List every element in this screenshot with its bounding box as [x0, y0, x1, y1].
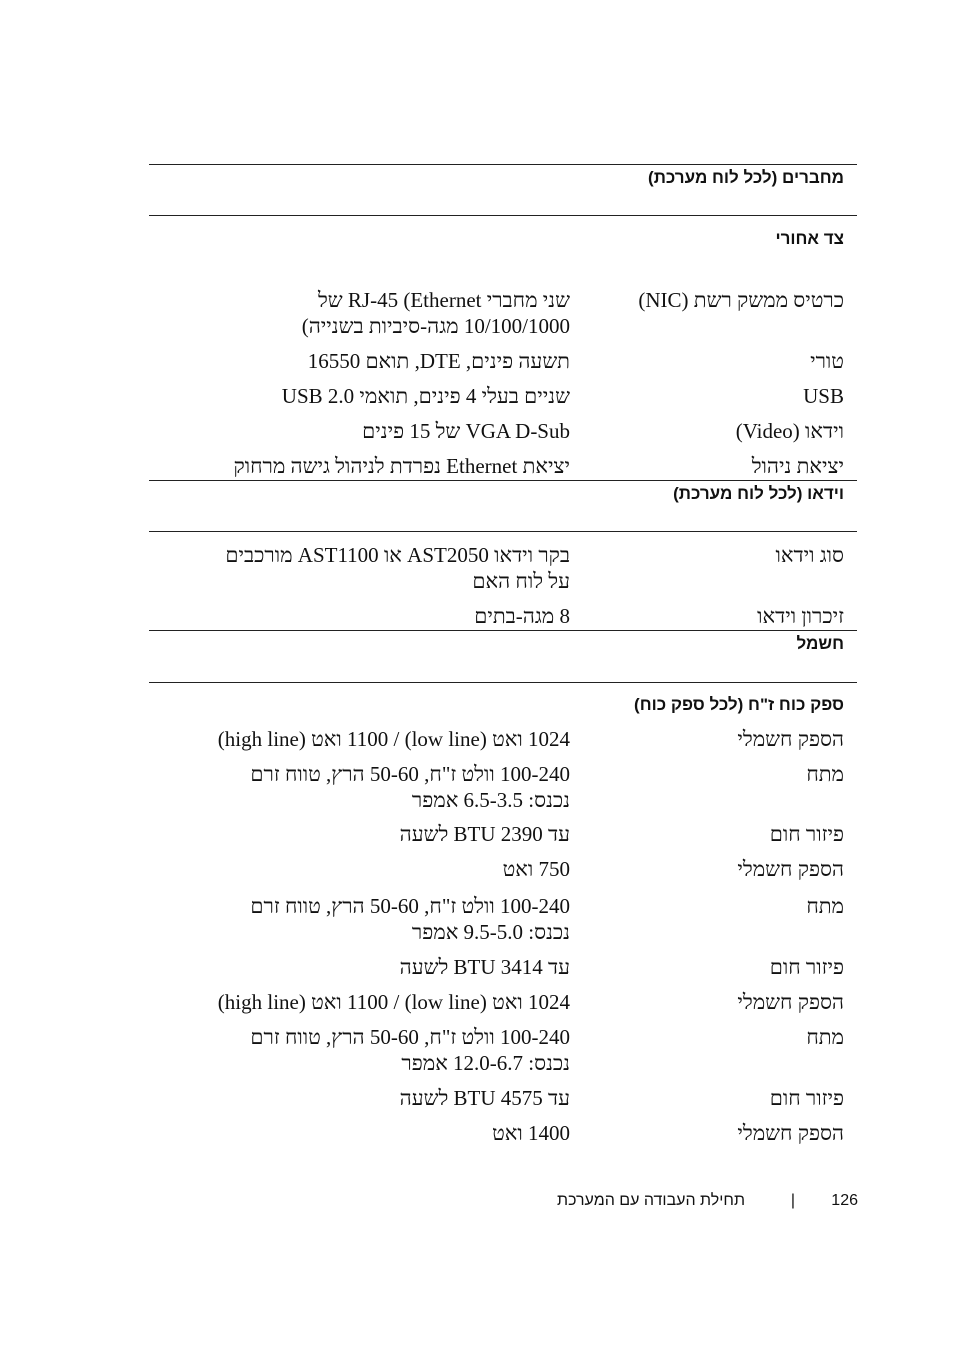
- page-number: 126: [831, 1192, 858, 1209]
- rule-video-top: [149, 480, 857, 481]
- rule-power-top: [149, 630, 857, 631]
- rule-top: [149, 164, 857, 165]
- spec-value: שני מחברי RJ-45 (Ethernet של 10/100/1000 מגה-סיביות בשנייה): [301, 288, 570, 338]
- spec-value: 100-240 וולט ז"ח, 50-60 הרץ, טווח זרם נכנס: 9.5-5.0 אמפר: [250, 894, 570, 944]
- spec-value: עד 2390 BTU לשעה: [399, 822, 570, 846]
- spec-value: יציאת Ethernet נפרדת לניהול גישה מרחוק: [233, 454, 570, 478]
- spec-value: בקר וידאו AST2050 או AST1100 מורכבים על לוח האם: [225, 543, 570, 593]
- spec-label: הספק חשמלי: [737, 990, 844, 1014]
- spec-label: פיזור חום: [769, 955, 844, 979]
- spec-label: וידאו (Video): [735, 419, 844, 443]
- spec-value: 100-240 וולט ז"ח, 50-60 הרץ, טווח זרם נכנס: 12.0-6.7 אמפר: [250, 1025, 570, 1075]
- spec-label: פיזור חום: [769, 822, 844, 846]
- rule-connectors-bottom: [149, 215, 857, 216]
- rule-power-bottom: [149, 682, 857, 683]
- spec-value: 750 ואט: [502, 857, 570, 881]
- spec-value: 8 מגה-בתים: [474, 604, 570, 628]
- spec-label: טורי: [810, 349, 844, 373]
- subsection-psu-heading: ספק כוח ז"ח (לכל ספק כוח): [634, 695, 844, 714]
- spec-value: VGA D-Sub של 15 פינים: [362, 419, 570, 443]
- section-video-heading: וידאו (לכל לוח מערכת): [673, 484, 844, 503]
- spec-label: הספק חשמלי: [737, 1121, 844, 1145]
- spec-value: עד 4575 BTU לשעה: [399, 1086, 570, 1110]
- spec-value: 1024 ואט (low line) / 1100 ואט (high line): [217, 727, 570, 751]
- spec-label: זיכרון וידאו: [757, 604, 844, 628]
- spec-value: שניים בעלי 4 פינים, תואמי USB 2.0: [281, 384, 570, 408]
- spec-value: 1024 ואט (low line) / 1100 ואט (high line): [217, 990, 570, 1014]
- spec-value: תשעה פינים, DTE, תואם 16550: [307, 349, 570, 373]
- spec-label: פיזור חום: [769, 1086, 844, 1110]
- spec-label: כרטיס ממשק רשת (NIC): [638, 288, 844, 312]
- spec-value: 1400 ואט: [492, 1121, 570, 1145]
- spec-value: עד 3414 BTU לשעה: [399, 955, 570, 979]
- spec-label: מתח: [806, 894, 844, 918]
- spec-value: 100-240 וולט ז"ח, 50-60 הרץ, טווח זרם נכנס: 6.5-3.5 אמפר: [250, 762, 570, 812]
- section-power-heading: חשמל: [796, 634, 844, 653]
- footer-chapter-title: תחילת העבודה עם המערכת: [557, 1192, 745, 1209]
- subsection-rear-heading: צד אחורי: [775, 229, 844, 248]
- spec-label: USB: [803, 384, 844, 408]
- spec-label: יציאת ניהול: [751, 454, 844, 478]
- section-connectors-heading: מחברים (לכל לוח מערכת): [648, 168, 844, 187]
- spec-label: מתח: [806, 762, 844, 786]
- spec-label: מתח: [806, 1025, 844, 1049]
- spec-label: סוג וידאו: [775, 543, 844, 567]
- spec-label: הספק חשמלי: [737, 857, 844, 881]
- rule-video-bottom: [149, 531, 857, 532]
- spec-label: הספק חשמלי: [737, 727, 844, 751]
- footer-separator: |: [790, 1192, 795, 1209]
